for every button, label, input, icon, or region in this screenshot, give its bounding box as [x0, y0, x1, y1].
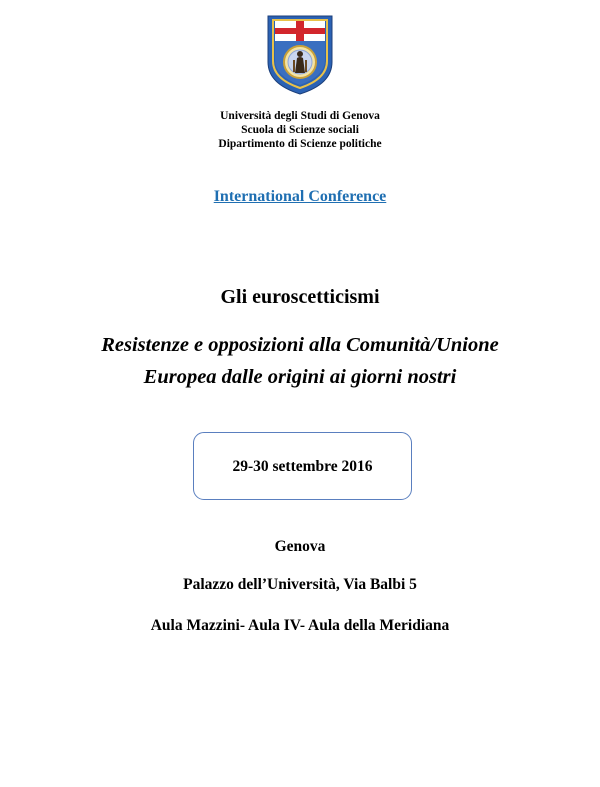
conference-heading — [0, 187, 600, 207]
location-venue: Palazzo dell’Università, Via Balbi 5 — [183, 576, 417, 593]
international-conference-link[interactable]: International Conference — [213, 188, 387, 205]
department-name: Dipartimento di Scienze politiche — [218, 138, 382, 150]
event-dates: 29-30 settembre 2016 — [232, 458, 373, 475]
location-city: Genova — [274, 538, 326, 555]
event-title: Gli euroscetticismi — [220, 286, 380, 308]
university-crest-icon — [266, 14, 334, 96]
university-name: Università degli Studi di Genova — [220, 110, 380, 122]
location-rooms: Aula Mazzini- Aula IV- Aula della Meridiana — [150, 617, 450, 634]
event-subtitle-line-1: Resistenze e opposizioni alla Comunità/Unione — [101, 334, 499, 356]
school-name: Scuola di Scienze sociali — [241, 124, 359, 136]
event-subtitle-line-2: Europea dalle origini ai giorni nostri — [143, 366, 457, 388]
